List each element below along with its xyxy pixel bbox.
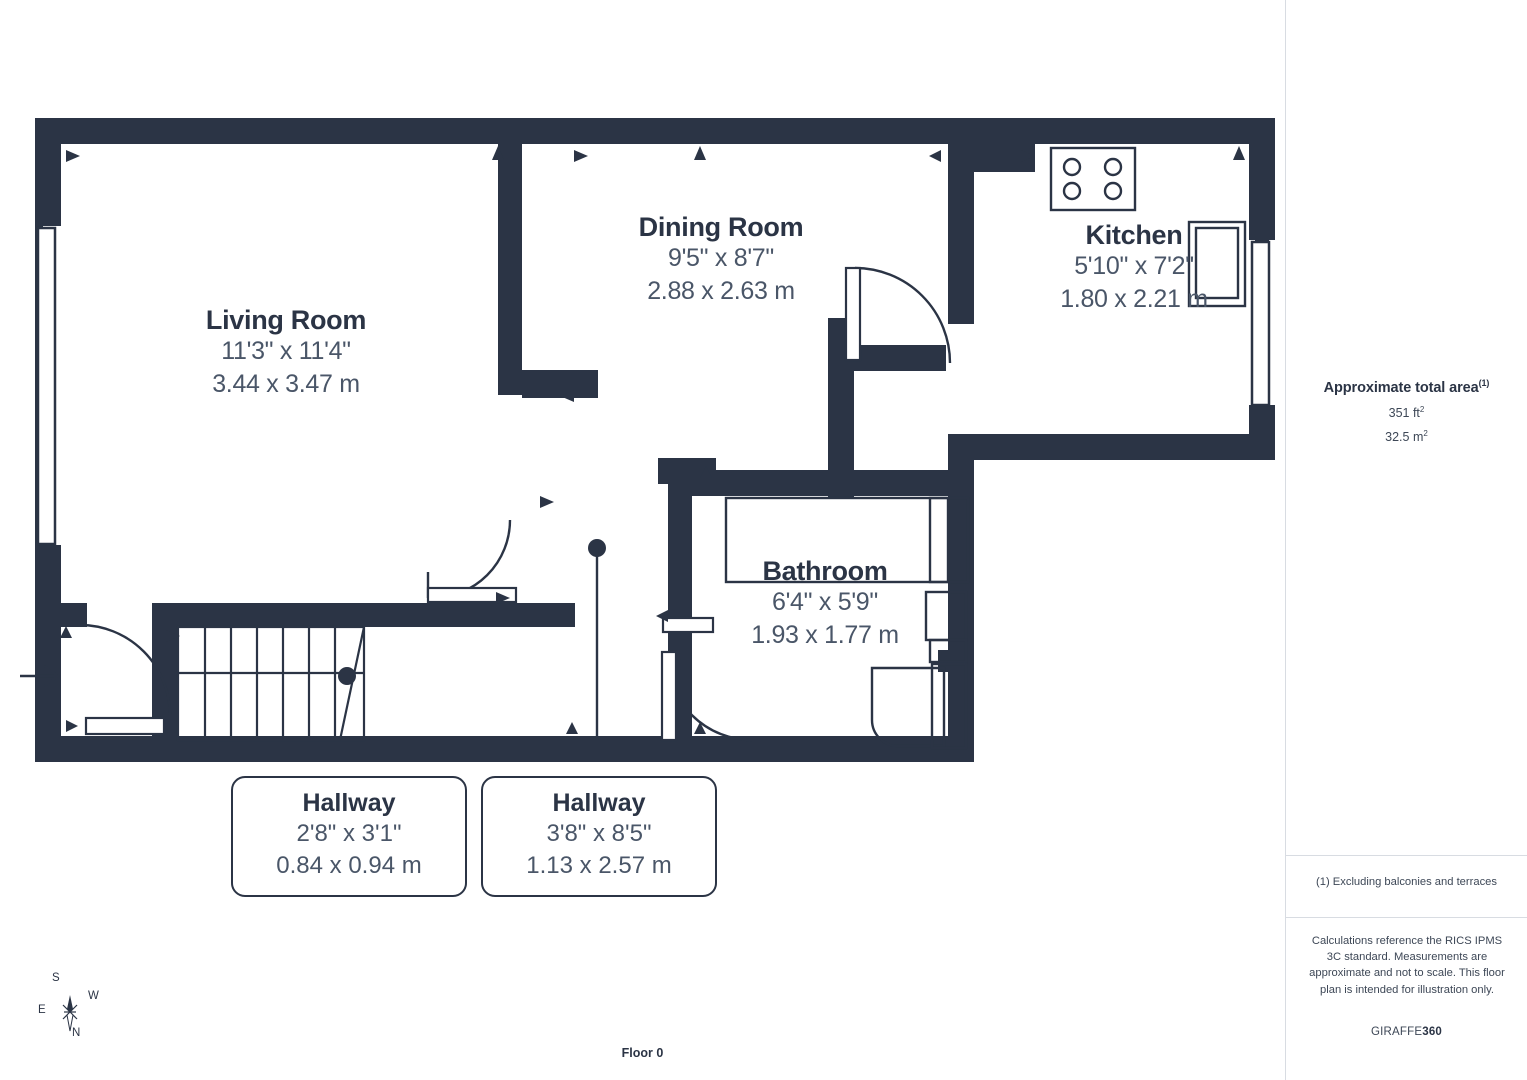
room-dimensions-imperial: 3'8" x 8'5" (546, 820, 652, 847)
room-dimensions-metric: 2.88 x 2.63 m (647, 276, 795, 305)
divider (1286, 917, 1527, 918)
area-sqft-unit-exponent: 2 (1419, 404, 1425, 414)
divider (1286, 855, 1527, 856)
room-label-living-room (186, 305, 386, 400)
room-dimensions-imperial: 11'3" x 11'4" (221, 337, 351, 366)
room-label-kitchen (1033, 220, 1235, 315)
compass-rose (30, 972, 110, 1050)
brand-logo (1286, 1026, 1527, 1038)
room-callout-hallway-2 (481, 776, 717, 897)
room-dimensions-imperial: 9'5" x 8'7" (667, 244, 774, 273)
room-dimensions-metric: 1.93 x 1.77 m (751, 620, 899, 649)
room-callout-hallway-1 (231, 776, 467, 897)
room-dimensions-metric: 0.84 x 0.94 m (276, 851, 422, 879)
room-dimensions-metric: 1.80 x 2.21 m (1060, 284, 1208, 313)
area-sqm-unit-exponent: 2 (1423, 428, 1428, 438)
area-sqft (1286, 405, 1527, 420)
area-sqm (1286, 429, 1527, 444)
room-name: Living Room (205, 305, 367, 335)
room-dimensions-imperial: 6'4" x 5'9" (771, 588, 878, 617)
area-title-text: Approximate total area (1323, 379, 1479, 396)
room-name: Hallway (552, 789, 646, 817)
area-sqft-value: 351 ft (1388, 405, 1420, 420)
room-name: Dining Room (638, 212, 804, 242)
compass-label-north: N (72, 1027, 81, 1039)
room-dimensions-metric: 1.13 x 2.57 m (526, 851, 672, 879)
floor-label: Floor 0 (621, 1046, 664, 1060)
brand-name: GIRAFFE (1370, 1026, 1423, 1038)
area-summary-section (1286, 0, 1527, 855)
room-name: Hallway (302, 789, 396, 817)
compass-label-south: S (52, 972, 60, 984)
brand-suffix: 360 (1422, 1026, 1443, 1038)
room-label-bathroom (724, 556, 926, 651)
compass-label-west: W (88, 990, 99, 1002)
room-dimensions-imperial: 5'10" x 7'2" (1074, 252, 1194, 281)
disclaimer-text: Calculations reference the RICS IPMS 3C standard. Measurements are approximate and not to scale. This floor plan is intended for illustration only. (1309, 935, 1505, 996)
area-footnote: (1) Excluding balconies and terraces (1316, 876, 1497, 888)
room-dimensions-metric: 3.44 x 3.47 m (212, 369, 360, 398)
info-side-panel (1285, 0, 1527, 1080)
room-label-dining-room (620, 212, 822, 307)
room-dimensions-imperial: 2'8" x 3'1" (296, 820, 402, 847)
area-title (1286, 378, 1527, 396)
area-sqm-value: 32.5 m (1385, 430, 1424, 445)
room-name: Bathroom (762, 556, 888, 586)
room-name: Kitchen (1085, 220, 1183, 250)
area-title-footnote-marker: (1) (1478, 378, 1490, 388)
compass-label-east: E (38, 1004, 46, 1016)
approximate-total-area (1286, 378, 1527, 444)
